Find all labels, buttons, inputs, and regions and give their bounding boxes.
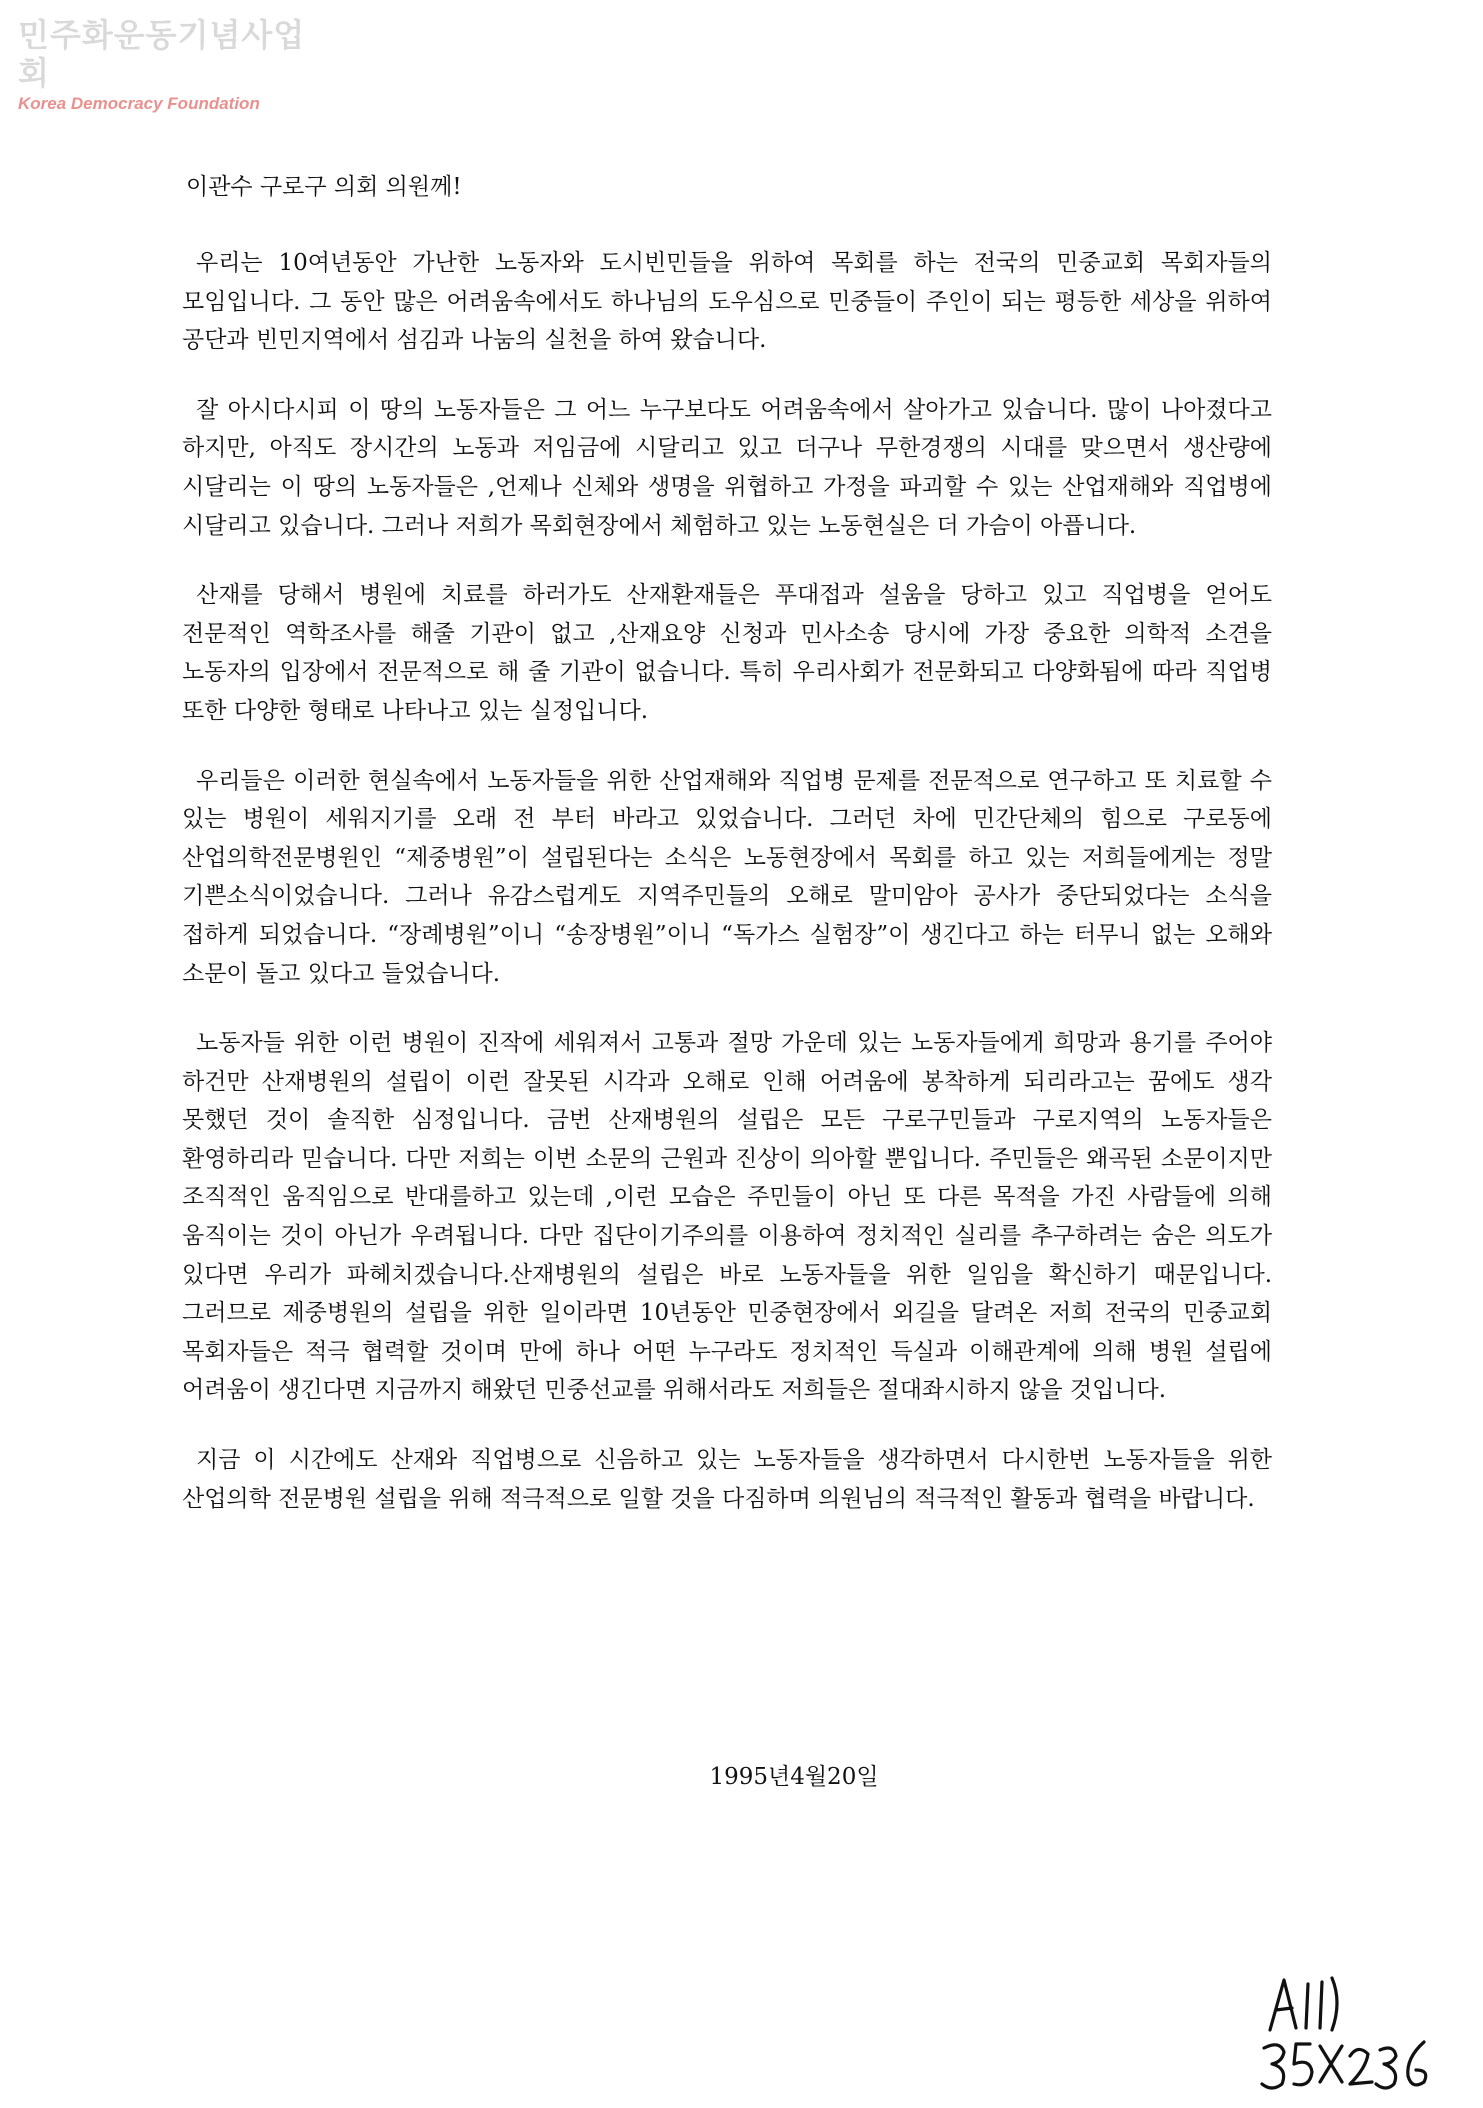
letter-body [182, 170, 1272, 1549]
paragraph-6: 지금 이 시간에도 산재와 직업병으로 신음하고 있는 노동자들을 생각하면서 다시한번 노동자들을 위한 산업의학 전문병원 설립을 위해 적극적으로 일할 것을 다짐하며 의원님의 적극적인 활동과 협력을 바랍니다. [182, 1447, 1272, 1512]
letter-date: 1995년4월20일 [709, 1764, 879, 1790]
watermark-korean: 민주화운동기념사업회 [18, 16, 306, 92]
watermark-english: Korea Democracy Foundation [18, 94, 260, 113]
paragraph-1: 우리는 10여년동안 가난한 노동자와 도시빈민들을 위하여 목회를 하는 전국의 민중교회 목회자들의 모임입니다. 그 동안 많은 어려움속에서도 하나님의 도우심으로 민중들이 주인이 되는 평등한 세상을 위하여 공단과 빈민지역에서 섬김과 나눔의 실천을 하여 왔습니다. [182, 250, 1272, 354]
paragraph-2: 잘 아시다시피 이 땅의 노동자들은 그 어느 누구보다도 어려움속에서 살아가고 있습니다. 많이 나아졌다고 하지만, 아직도 장시간의 노동과 저임금에 시달리고 있고 더구나 무한경쟁의 시대를 맞으면서 생산량에 시달리는 이 땅의 노동자들은 ,언제나 신체와 생명을 위협하고 가정을 파괴할 수 있는 산업재해와 직업병에 시달리고 있습니다. 그러나 저희가 목회현장에서 체험하고 있는 노동현실은 더 가슴이 아픕니다. [182, 396, 1272, 539]
salutation: 이관수 구로구 의회 의원께! [186, 174, 462, 200]
paragraph-4: 우리들은 이러한 현실속에서 노동자들을 위한 산업재해와 직업병 문제를 전문적으로 연구하고 또 치료할 수 있는 병원이 세워지기를 오래 전 부터 바라고 있었습니다. 그러던 차에 민간단체의 힘으로 구로동에 산업의학전문병원인 “제중병원”이 설립된다는 소식은 노동현장에서 목회를 하고 있는 저희들에게는 정말 기쁜소식이었습니다. 그러나 유감스럽게도 지역주민들의 오해로 말미암아 공사가 중단되었다는 소식을 접하게 되었습니다. “장례병원”이니 “송장병원”이니 “독가스 실험장”이 생긴다고 하는 터무니 없는 오해와 소문이 돌고 있다고 들었습니다. [182, 767, 1272, 987]
paragraph-5: 노동자들 위한 이런 병원이 진작에 세워져서 고통과 절망 가운데 있는 노동자들에게 희망과 용기를 주어야 하건만 산재병원의 설립이 이런 잘못된 시각과 오해로 인해 어려움에 봉착하게 되리라고는 꿈에도 생각 못했던 것이 솔직한 심정입니다. 금번 산재병원의 설립은 모든 구로구민들과 구로지역의 노동자들은 환영하리라 믿습니다. 다만 저희는 이번 소문의 근원과 진상이 의아할 뿐입니다. 주민들은 왜곡된 소문이지만 조직적인 움직임으로 반대를하고 있는데 ,이런 모습은 주민들이 아닌 또 다른 목적을 가진 사람들에 의해 움직이는 것이 아닌가 우려됩니다. 다만 집단이기주의를 이용하여 정치적인 실리를 추구하려는 숨은 의도가 있다면 우리가 파헤치겠습니다.산재병원의 설립은 바로 노동자들을 위한 일임을 확신하기 때문입니다. 그러므로 제중병원의 설립을 위한 일이라면 10년동안 민중현장에서 외길을 달려온 저희 전국의 민중교회 목회자들은 적극 협력할 것이며 만에 하나 어떤 누구라도 정치적인 득실과 이해관계에 의해 병원 설립에 어려움이 생긴다면 지금까지 해왔던 민중선교를 위해서라도 저희들은 절대좌시하지 않을 것입니다. [182, 1030, 1272, 1404]
foundation-watermark [18, 16, 318, 114]
handwritten-archive-mark [1258, 1972, 1458, 2102]
paragraph-3: 산재를 당해서 병원에 치료를 하러가도 산재환재들은 푸대접과 설움을 당하고 있고 직업병을 얻어도 전문적인 역학조사를 해줄 기관이 없고 ,산재요양 신청과 민사소송 당시에 가장 중요한 의학적 소견을 노동자의 입장에서 전문적으로 해 줄 기관이 없습니다. 특히 우리사회가 전문화되고 다양화됨에 따라 직업병 또한 다양한 형태로 나타나고 있는 실정입니다. [182, 582, 1272, 724]
